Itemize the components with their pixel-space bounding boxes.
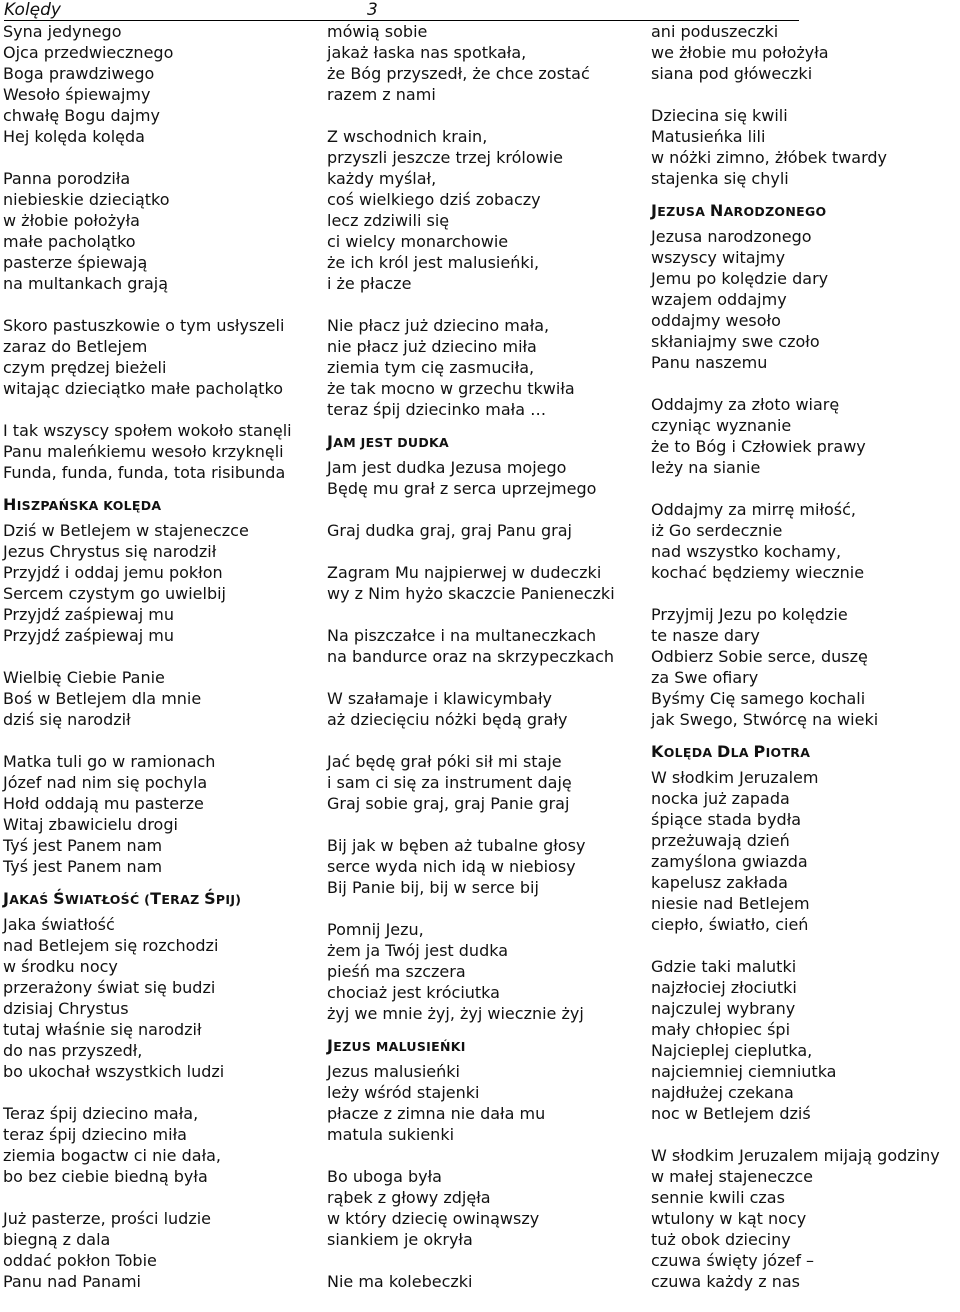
song-title [327, 1031, 615, 1061]
lyric-line: siankiem je okryła [327, 1230, 473, 1249]
lyric-line: Sercem czystym go uwielbij [3, 584, 226, 603]
lyric-line: teraz śpij dziecino miła [3, 1125, 187, 1144]
song-title-part: EZUSA [657, 204, 710, 219]
lyric-line: W słodkim Jeruzalem [651, 768, 819, 787]
lyric-line: Boga prawdziwego [3, 64, 155, 83]
lyric-line: Oddajmy za złoto wiarę [651, 395, 840, 414]
lyric-line: we żłobie mu położyła [651, 43, 829, 62]
lyric-line: czym prędzej bieżeli [3, 358, 167, 377]
lyric-line: Funda, funda, funda, tota risibunda [3, 463, 286, 482]
stanza-gap [3, 1082, 292, 1103]
lyric-line: Oddajmy za mirrę miłość, [651, 500, 857, 519]
section-gap [3, 483, 292, 490]
section-gap [327, 1024, 615, 1031]
lyric-line: i że płacze [327, 274, 412, 293]
stanza-gap [651, 1124, 940, 1145]
song-title-part: AKAŚ [9, 892, 54, 907]
stanza-gap [651, 84, 940, 105]
lyric-line: ziemia tym cię zasmuciła, [327, 358, 535, 377]
lyric-line: witając dzieciątko małe pacholątko [3, 379, 284, 398]
lyric-line: Jezus Chrystus się narodził [3, 542, 217, 561]
lyric-line: sennie kwili czas [651, 1188, 785, 1207]
lyric-line: matula sukienki [327, 1125, 455, 1144]
lyric-line: Matka tuli go w ramionach [3, 752, 216, 771]
lyric-line: w nóżki zimno, żłóbek twardy [651, 148, 887, 167]
lyric-line: Gdzie taki malutki [651, 957, 797, 976]
lyric-line: nocka już zapada [651, 789, 790, 808]
lyric-line: najzłociej złociutki [651, 978, 797, 997]
lyric-line: czuwa święty józef – [651, 1251, 815, 1270]
lyric-line: tuż obok dzieciny [651, 1230, 791, 1249]
lyric-line: te nasze dary [651, 626, 760, 645]
stanza-gap [327, 898, 615, 919]
lyric-line: nie płacz już dziecino miła [327, 337, 537, 356]
lyric-line: rąbek z głowy zdjęła [327, 1188, 491, 1207]
lyric-line: Na piszczałce i na multaneczkach [327, 626, 597, 645]
stanza-gap [327, 499, 615, 520]
lyric-line: razem z nami [327, 85, 436, 104]
lyric-line: Teraz śpij dziecino mała, [3, 1104, 199, 1123]
lyric-line: Zagram Mu najpierwej w dudeczki [327, 563, 602, 582]
stanza-gap [651, 583, 940, 604]
song-title-part: J [327, 432, 334, 451]
lyric-line: dzisiaj Chrystus [3, 999, 129, 1018]
song-title-part: ARODZONEGO [723, 204, 827, 219]
text-column-2 [327, 21, 615, 1292]
song-title-part: H [3, 495, 17, 514]
stanza-gap [327, 1145, 615, 1166]
lyric-line: I tak wszyscy społem wokoło stanęli [3, 421, 292, 440]
stanza-gap [327, 667, 615, 688]
lyric-line: Będę mu grał z serca uprzejmego [327, 479, 597, 498]
lyric-line: stajenka się chyli [651, 169, 789, 188]
stanza-gap [651, 935, 940, 956]
lyric-line: Bo uboga była [327, 1167, 442, 1186]
section-gap [651, 189, 940, 196]
lyric-line: że to Bóg i Człowiek prawy [651, 437, 866, 456]
lyric-line: kochać będziemy wiecznie [651, 563, 865, 582]
lyric-line: Skoro pastuszkowie o tym usłyszeli [3, 316, 285, 335]
lyric-line: chwałę Bogu dajmy [3, 106, 160, 125]
lyric-line: leży wśród stajenki [327, 1083, 480, 1102]
lyric-line: W słodkim Jeruzalem mijają godziny [651, 1146, 940, 1165]
lyric-line: Jezus malusieńki [327, 1062, 460, 1081]
lyric-line: Jać będę grał póki sił mi staje [327, 752, 562, 771]
lyric-line: Wesoło śpiewajmy [3, 85, 151, 104]
lyric-line: Przyjdź i oddaj jemu pokłon [3, 563, 223, 582]
lyric-line: Przyjdź zaśpiewaj mu [3, 605, 175, 624]
lyric-line: Już pasterze, prości ludzie [3, 1209, 212, 1228]
lyric-line: chociaż jest króciutka [327, 983, 500, 1002]
stanza-gap [3, 646, 292, 667]
lyric-line: Hej kolęda kolęda [3, 127, 145, 146]
section-gap [327, 420, 615, 427]
song-title-part: J [651, 201, 658, 220]
lyric-line: Dziecina się kwili [651, 106, 788, 125]
lyric-line: Przyjdź zaśpiewaj mu [3, 626, 175, 645]
lyric-line: Graj sobie graj, graj Panie graj [327, 794, 570, 813]
lyric-line: Matusieńka lili [651, 127, 766, 146]
lyric-line: do nas przyszedł, [3, 1041, 143, 1060]
lyric-line: leży na sianie [651, 458, 761, 477]
lyric-line: przerażony świat się budzi [3, 978, 216, 997]
lyric-line: Ojca przedwiecznego [3, 43, 174, 62]
song-title-part: PIJ) [215, 892, 242, 907]
lyric-line: ci wielcy monarchowie [327, 232, 509, 251]
lyric-line: każdy myślał, [327, 169, 437, 188]
stanza-gap [3, 730, 292, 751]
lyric-line: zaraz do Betlejem [3, 337, 148, 356]
lyric-line: przyszli jeszcze trzej królowie [327, 148, 563, 167]
lyric-line: Jezusa narodzonego [651, 227, 812, 246]
song-title [651, 196, 940, 226]
lyric-line: że ich król jest malusieńki, [327, 253, 540, 272]
lyric-line: serce wyda nich idą w niebiosy [327, 857, 576, 876]
lyric-line: żem ja Twój jest dudka [327, 941, 509, 960]
stanza-gap [3, 147, 292, 168]
stanza-gap [3, 294, 292, 315]
lyric-line: Bij Panie bij, bij w serce bij [327, 878, 539, 897]
lyric-line: najciemniej ciemniutka [651, 1062, 837, 1081]
page-header [4, 0, 799, 21]
lyric-line: na multankach grają [3, 274, 169, 293]
lyric-line: przeżuwają dzień [651, 831, 790, 850]
lyric-line: najczulej wybrany [651, 999, 796, 1018]
lyric-line: zamyślona gwiazda [651, 852, 808, 871]
song-title [3, 884, 292, 914]
song-title-part: IOTRA [765, 745, 811, 760]
lyric-line: za Swe ofiary [651, 668, 759, 687]
lyric-line: w środku nocy [3, 957, 118, 976]
lyric-line: nad wszystko kochamy, [651, 542, 842, 561]
song-title-part: N [709, 201, 724, 220]
stanza-gap [3, 1187, 292, 1208]
lyric-line: żyj we mnie żyj, żyj wiecznie żyj [327, 1004, 584, 1023]
lyric-line: tutaj właśnie się narodził [3, 1020, 202, 1039]
lyric-line: jak Swego, Stwórcę na wieki [651, 710, 879, 729]
lyric-line: oddajmy wesoło [651, 311, 781, 330]
lyric-line: Panu naszemu [651, 353, 768, 372]
lyric-line: mały chłopiec śpi [651, 1020, 791, 1039]
lyric-line: ciepło, światło, cień [651, 915, 809, 934]
lyric-line: Panu nad Panami [3, 1272, 141, 1291]
lyric-line: lecz zdziwili się [327, 211, 450, 230]
lyric-line: W szałamaje i klawicymbały [327, 689, 552, 708]
lyric-line: niesie nad Betlejem [651, 894, 810, 913]
song-title-part: J [3, 889, 10, 908]
lyric-line: wtulony w kąt nocy [651, 1209, 807, 1228]
lyric-line: Wielbię Ciebie Panie [3, 668, 165, 687]
stanza-gap [327, 1250, 615, 1271]
lyric-line: teraz śpij dziecinko mała … [327, 400, 547, 419]
stanza-gap [3, 399, 292, 420]
lyric-line: Panna porodziła [3, 169, 131, 188]
song-title-part: J [327, 1036, 334, 1055]
lyric-line: wzajem oddajmy [651, 290, 787, 309]
lyric-line: Tyś jest Panem nam [3, 836, 163, 855]
stanza-gap [651, 373, 940, 394]
lyric-line: mówią sobie [327, 22, 428, 41]
text-column-3 [651, 21, 940, 1292]
lyric-line: pasterze śpiewają [3, 253, 148, 272]
song-title-part: T [150, 889, 162, 908]
lyric-line: Tyś jest Panem nam [3, 857, 163, 876]
lyric-line: małe pacholątko [3, 232, 136, 251]
lyric-line: Panu maleńkiemu wesoło krzyknęli [3, 442, 284, 461]
lyric-line: kapelusz zakłada [651, 873, 788, 892]
song-title-part: Ś [204, 889, 216, 908]
lyric-line: Pomnij Jezu, [327, 920, 424, 939]
song-title [327, 427, 615, 457]
song-title-part: OLĘDA [663, 745, 718, 760]
lyric-line: w żłobie położyła [3, 211, 140, 230]
section-gap [3, 877, 292, 884]
lyric-line: Józef nad nim się pochyla [3, 773, 208, 792]
lyric-line: Nie ma kolebeczki [327, 1272, 473, 1291]
lyric-line: Jam jest dudka Jezusa mojego [327, 458, 567, 477]
lyric-line: coś wielkiego dziś zobaczy [327, 190, 541, 209]
lyric-line: Bij jak w bęben aż tubalne głosy [327, 836, 586, 855]
lyric-line: śpiące stada bydła [651, 810, 802, 829]
lyric-line: Hołd oddają mu pasterze [3, 794, 204, 813]
lyric-line: noc w Betlejem dziś [651, 1104, 811, 1123]
lyric-line: ziemia bogactw ci nie dała, [3, 1146, 221, 1165]
lyric-line: i sam ci się za instrument daję [327, 773, 572, 792]
song-title-part: D [717, 742, 731, 761]
lyric-line: w który dziecię owinąwszy [327, 1209, 540, 1228]
lyric-line: Najcieplej cieplutka, [651, 1041, 813, 1060]
song-title-part: ISZPAŃSKA KOLĘDA [16, 498, 162, 513]
text-column-1 [3, 21, 292, 1292]
song-title-part: Ś [53, 889, 65, 908]
lyric-line: niebieskie dzieciątko [3, 190, 170, 209]
song-title [651, 737, 940, 767]
lyric-line: iż Go serdecznie [651, 521, 783, 540]
lyric-line: Odbierz Sobie serce, duszę [651, 647, 868, 666]
lyric-line: Jemu po kolędzie dary [651, 269, 829, 288]
song-title-part: EZUS MALUSIEŃKI [333, 1039, 466, 1054]
lyric-line: ani poduszeczki [651, 22, 779, 41]
lyric-line: że tak mocno w grzechu tkwiła [327, 379, 575, 398]
header-title: Kolędy [4, 0, 61, 20]
stanza-gap [327, 294, 615, 315]
lyric-line: nad Betlejem się rozchodzi [3, 936, 219, 955]
lyric-line: Syna jedynego [3, 22, 122, 41]
lyric-line: że Bóg przyszedł, że chce zostać [327, 64, 590, 83]
lyric-line: biegną z dala [3, 1230, 111, 1249]
stanza-gap [327, 730, 615, 751]
lyric-line: Nie płacz już dziecino mała, [327, 316, 550, 335]
lyric-line: dziś się narodził [3, 710, 131, 729]
page-number: 3 [367, 0, 378, 20]
song-title-part: K [651, 742, 664, 761]
stanza-gap [327, 814, 615, 835]
lyric-line: czuwa każdy z nas [651, 1272, 800, 1291]
lyric-line: Byśmy Cię samego kochali [651, 689, 866, 708]
lyric-line: wszyscy witajmy [651, 248, 786, 267]
lyric-line: skłaniajmy swe czoło [651, 332, 820, 351]
song-title-part: LA [730, 745, 754, 760]
lyric-line: jakaż łaska nas spotkała, [327, 43, 527, 62]
lyric-line: czyniąc wyznanie [651, 416, 792, 435]
section-gap [651, 730, 940, 737]
lyric-line: siana pod główeczki [651, 64, 813, 83]
lyric-line: bo bez ciebie biedną była [3, 1167, 208, 1186]
lyric-line: aż dziecięciu nóżki będą grały [327, 710, 568, 729]
lyric-line: Graj dudka graj, graj Panu graj [327, 521, 572, 540]
lyric-line: najdłużej czekana [651, 1083, 794, 1102]
stanza-gap [327, 105, 615, 126]
song-title-part: AM JEST DUDKA [333, 435, 449, 450]
lyric-line: Witaj zbawicielu drogi [3, 815, 178, 834]
lyric-line: wy z Nim hyżo skaczcie Panieneczki [327, 584, 615, 603]
lyric-line: w małej stajeneczce [651, 1167, 814, 1186]
stanza-gap [327, 541, 615, 562]
lyric-line: pieśń ma szczera [327, 962, 466, 981]
song-title-part: P [753, 742, 766, 761]
song-title-part: ERAZ [161, 892, 205, 907]
song-title [3, 490, 292, 520]
stanza-gap [651, 478, 940, 499]
lyric-line: Boś w Betlejem dla mnie [3, 689, 202, 708]
lyric-line: bo ukochał wszystkich ludzi [3, 1062, 225, 1081]
lyric-line: płacze z zimna nie dała mu [327, 1104, 546, 1123]
lyric-line: na bandurce oraz na skrzypeczkach [327, 647, 615, 666]
stanza-gap [327, 604, 615, 625]
lyric-line: Dziś w Betlejem w stajeneczce [3, 521, 249, 540]
lyric-line: Jaka światłość [3, 915, 115, 934]
lyric-line: Z wschodnich krain, [327, 127, 488, 146]
lyric-line: Przyjmij Jezu po kolędzie [651, 605, 848, 624]
song-title-part: WIATŁOŚĆ ( [64, 892, 151, 907]
lyric-line: oddać pokłon Tobie [3, 1251, 157, 1270]
